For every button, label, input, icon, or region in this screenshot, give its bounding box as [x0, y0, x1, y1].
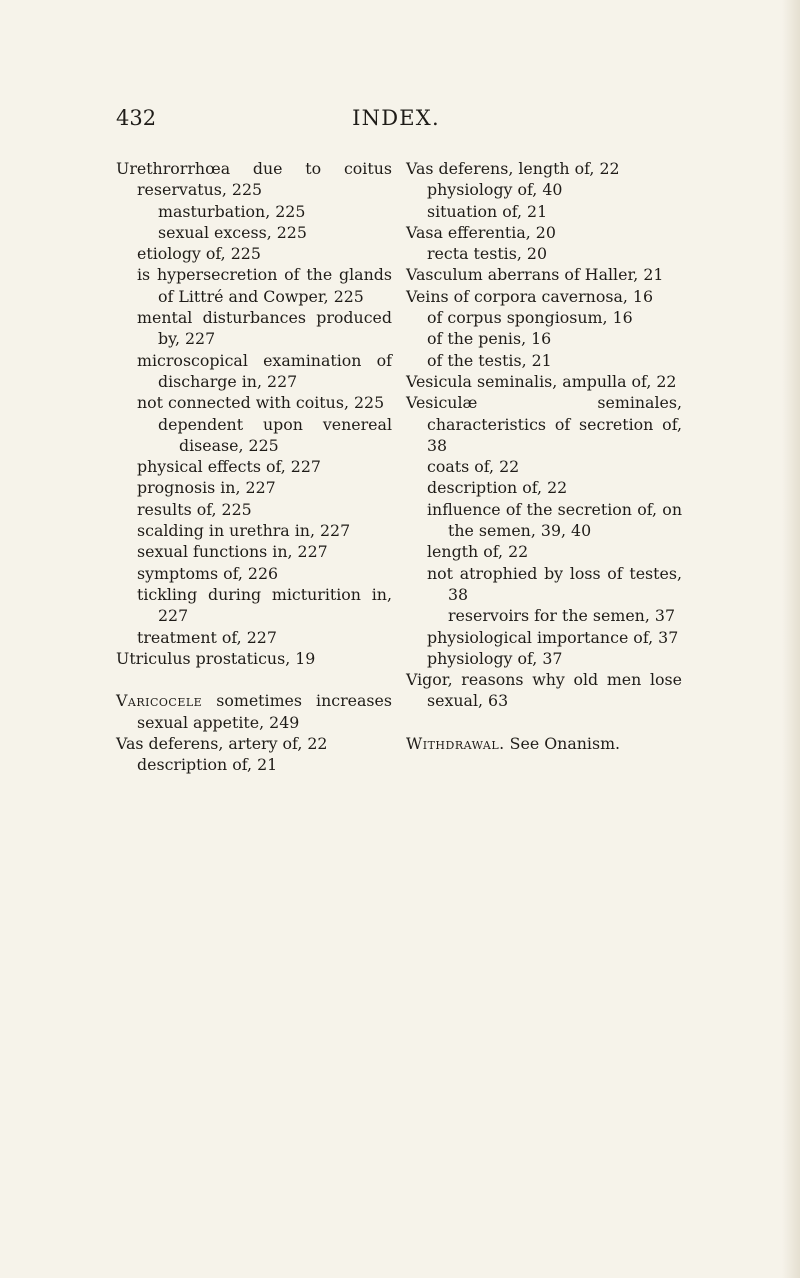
index-entry	[116, 648, 392, 669]
entry-text: sexual functions in, 227	[137, 542, 328, 562]
entry-text: results of, 225	[137, 499, 252, 519]
entry-text: prognosis in, 227	[137, 478, 276, 498]
index-entry	[406, 392, 682, 456]
page-number: 432	[116, 106, 157, 130]
entry-text: physical effects of, 227	[137, 457, 321, 477]
index-subentry	[116, 264, 392, 307]
index-subentry	[406, 541, 682, 562]
entry-text: is hypersecretion of the glands of Littré and Cowper, 225	[137, 265, 392, 306]
index-subentry	[116, 243, 392, 264]
entry-text: physiology of, 37	[427, 648, 563, 668]
index-subentry	[406, 499, 682, 542]
index-subentry	[406, 627, 682, 648]
index-subentry	[406, 477, 682, 498]
entry-text: physiological importance of, 37	[427, 627, 679, 647]
entry-text: coats of, 22	[427, 457, 520, 477]
index-subentry	[116, 350, 392, 393]
index-subentry	[406, 456, 682, 477]
index-entry	[406, 286, 682, 307]
entry-text: of the testis, 21	[427, 350, 552, 370]
index-entry	[406, 158, 682, 179]
index-subentry	[116, 563, 392, 584]
entry-text: of the penis, 16	[427, 329, 552, 349]
index-entry	[406, 733, 682, 754]
entry-text: scalding in urethra in, 227	[137, 521, 351, 541]
index-subentry	[406, 350, 682, 371]
entry-text: Urethrorrhœa due to coitus reservatus, 225	[116, 159, 392, 200]
entry-text: See Onanism.	[504, 734, 621, 754]
entry-text: symptoms of, 226	[137, 563, 279, 583]
entry-text: Utriculus prostaticus, 19	[116, 648, 316, 668]
index-subentry	[406, 605, 682, 626]
entry-text: Vasculum aberrans of Haller, 21	[406, 265, 664, 285]
index-subentry	[406, 201, 682, 222]
index-subentry	[116, 201, 392, 222]
entry-headword: Withdrawal.	[406, 734, 505, 754]
entry-text: not connected with coitus, 225	[137, 393, 385, 413]
entry-text: Vas deferens, artery of, 22	[116, 734, 328, 754]
index-column-left	[116, 158, 392, 776]
index-entry	[406, 222, 682, 243]
index-subentry	[406, 328, 682, 349]
index-entry	[116, 733, 392, 754]
index-subentry	[116, 627, 392, 648]
index-subentry	[116, 584, 392, 627]
index-subentry	[116, 541, 392, 562]
entry-text: mental disturbances produced by, 227	[137, 308, 392, 349]
entry-text: masturbation, 225	[158, 201, 306, 221]
entry-text: treatment of, 227	[137, 627, 277, 647]
index-entry	[406, 669, 682, 712]
page-edge-shadow	[782, 0, 800, 1278]
index-subentry	[116, 754, 392, 775]
entry-text: Veins of corpora cavernosa, 16	[406, 286, 654, 306]
entry-text: Vesiculæ seminales, characteristics of secretion of, 38	[406, 393, 682, 455]
running-head: INDEX.	[352, 106, 440, 130]
entry-text: microscopical examination of discharge in, 227	[137, 350, 392, 391]
index-subentry	[116, 520, 392, 541]
index-subentry	[116, 477, 392, 498]
entry-spacer	[116, 669, 392, 690]
entry-text: Vas deferens, length of, 22	[406, 159, 620, 178]
index-subentry	[406, 179, 682, 200]
entry-text: sometimes increases sexual appetite, 249	[137, 691, 392, 732]
entry-text: Vigor, reasons why old men lose sexual, 63	[406, 670, 682, 711]
index-entry	[116, 690, 392, 733]
index-subentry	[116, 307, 392, 350]
index-subentry	[406, 307, 682, 328]
entry-text: of corpus spongiosum, 16	[427, 308, 633, 328]
index-subentry	[116, 499, 392, 520]
entry-text: Vasa efferentia, 20	[406, 222, 556, 242]
entry-headword: Varicocele	[116, 691, 203, 711]
index-subentry	[406, 243, 682, 264]
index-subentry	[406, 563, 682, 606]
entry-text: Vesicula seminalis, ampulla of, 22	[406, 371, 677, 391]
index-subentry	[116, 392, 392, 413]
index-subentry	[116, 414, 392, 457]
index-entry	[406, 371, 682, 392]
page-header	[116, 104, 676, 134]
index-subentry	[406, 648, 682, 669]
entry-text: description of, 21	[137, 755, 278, 775]
entry-text: recta testis, 20	[427, 244, 547, 264]
entry-text: tickling during micturition in, 227	[137, 584, 392, 626]
entry-text: influence of the secretion of, on the semen, 39, 40	[427, 499, 682, 541]
index-subentry	[116, 222, 392, 243]
index-entry	[116, 158, 392, 201]
entry-text: not atrophied by loss of testes, 38	[427, 563, 682, 604]
entry-spacer	[406, 712, 682, 733]
index-column-right	[406, 158, 682, 754]
index-entry	[406, 264, 682, 285]
entry-text: description of, 22	[427, 478, 568, 498]
entry-text: dependent upon venereal disease, 225	[158, 414, 392, 455]
entry-text: length of, 22	[427, 542, 529, 562]
index-subentry	[116, 456, 392, 477]
entry-text: reservoirs for the semen, 37	[448, 606, 675, 626]
entry-text: situation of, 21	[427, 201, 548, 221]
entry-text: physiology of, 40	[427, 180, 563, 200]
entry-text: etiology of, 225	[137, 244, 261, 264]
entry-text: sexual excess, 225	[158, 222, 307, 242]
